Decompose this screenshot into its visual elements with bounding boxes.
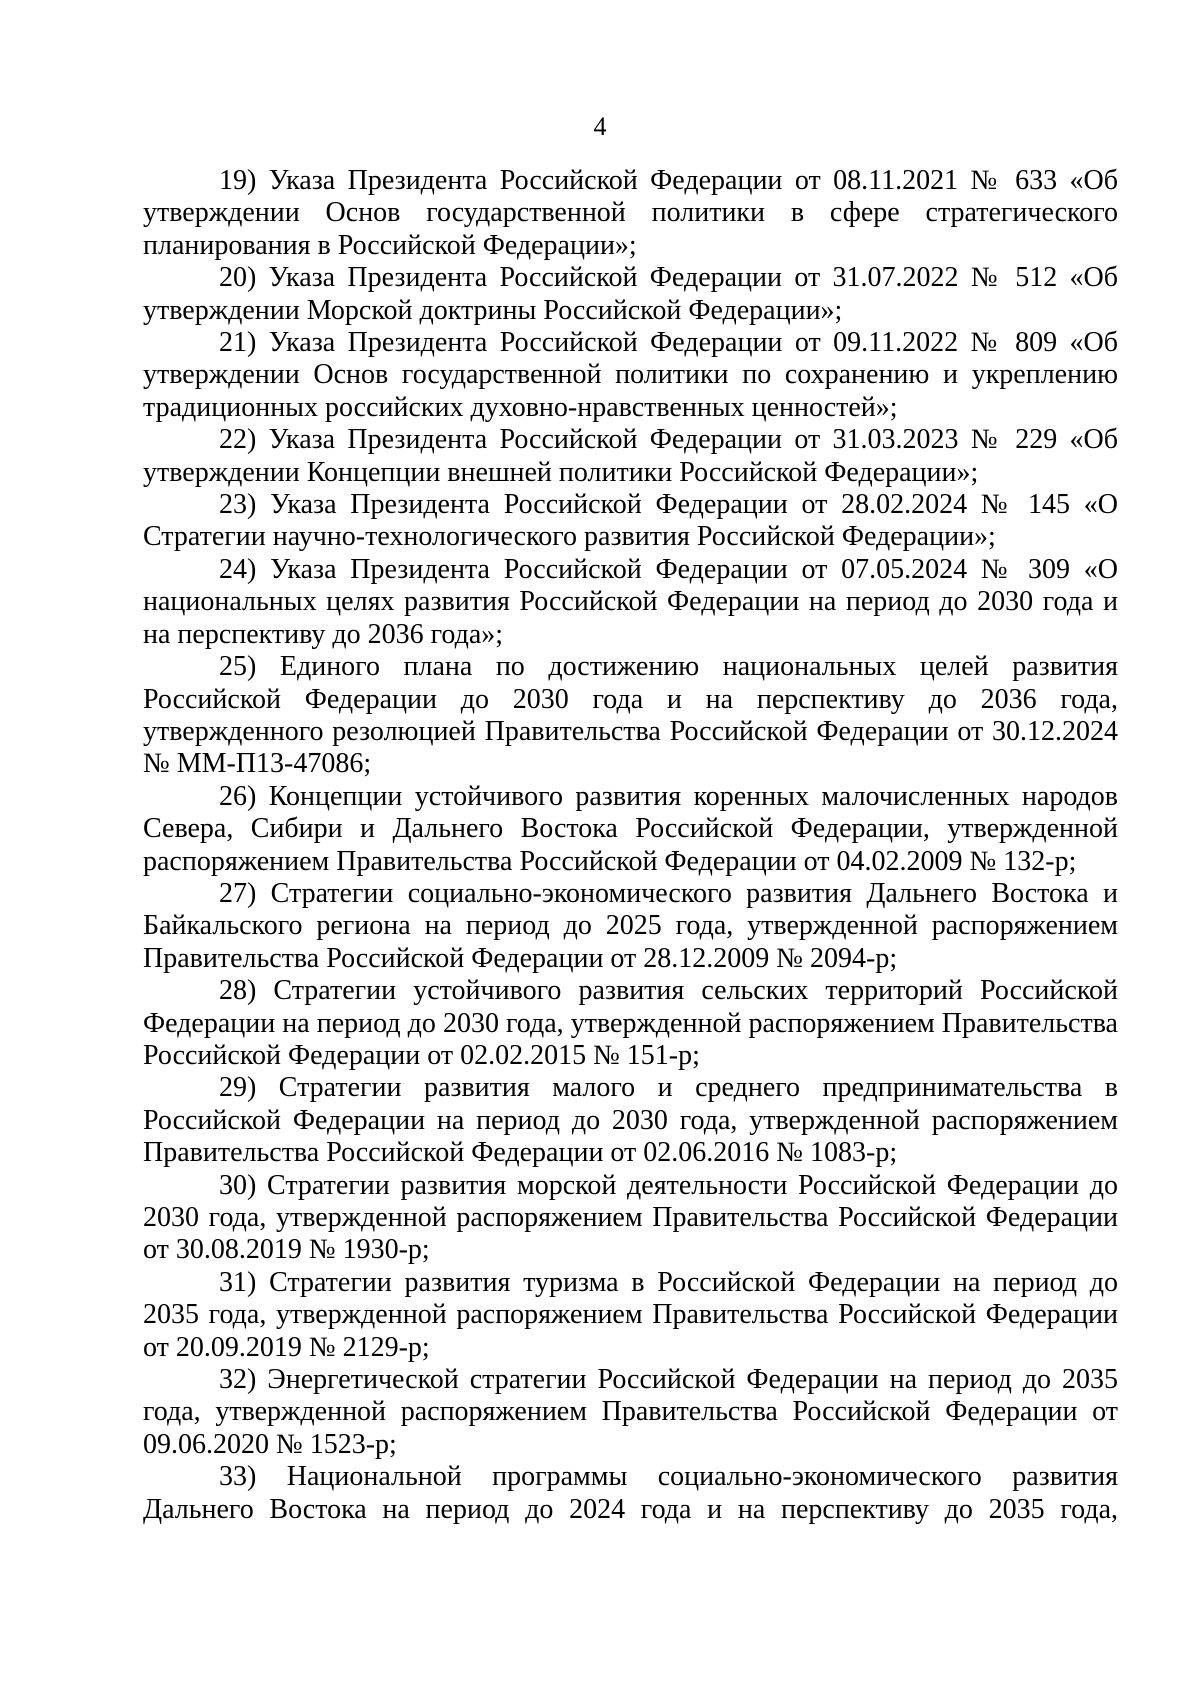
list-item-28: 28) Стратегии устойчивого развития сельских территорий Российской Федерации на период до 2030 года, утвержденной распоряжением Правительства Российской Федерации от 02.02.2015 № 151-р; bbox=[143, 975, 1118, 1071]
page-number: 4 bbox=[593, 112, 607, 141]
list-item-27: 27) Стратегии социально-экономического развития Дальнего Востока и Байкальского региона на период до 2025 года, утвержденной распоряжением Правительства Российской Федерации от 28.12.2009 № 2094-р; bbox=[143, 877, 1118, 974]
list-item-32: 32) Энергетической стратегии Российской Федерации на период до 2035 года, утвержденной распоряжением Правительства Российской Федерации от 09.06.2020 № 1523-р; bbox=[143, 1364, 1118, 1460]
list-item-21: 21) Указа Президента Российской Федерации от 09.11.2022 № 809 «Об утверждении Основ государственной политики по сохранению и укреплению традиционных российских духовно-нравственных ценностей»; bbox=[143, 327, 1118, 423]
list-item-33: 33) Национальной программы социально-экономического развития Дальнего Востока на период до 2024 года и на перспективу до 2035 года, bbox=[143, 1461, 1118, 1525]
list-item-19: 19) Указа Президента Российской Федерации от 08.11.2021 № 633 «Об утверждении Основ государственной политики в сфере стратегического планирования в Российской Федерации»; bbox=[143, 165, 1118, 261]
list-item-31: 31) Стратегии развития туризма в Российской Федерации на период до 2035 года, утвержденной распоряжением Правительства Российской Федерации от 20.09.2019 № 2129-р; bbox=[143, 1266, 1118, 1363]
document-body bbox=[143, 165, 1118, 1526]
list-item-24: 24) Указа Президента Российской Федерации от 07.05.2024 № 309 «О национальных целях развития Российской Федерации на период до 2030 года и на перспективу до 2036 года»; bbox=[143, 553, 1118, 650]
list-item-29: 29) Стратегии развития малого и среднего предпринимательства в Российской Федерации на период до 2030 года, утвержденной распоряжением Правительства Российской Федерации от 02.06.2016 № 1083-р; bbox=[143, 1072, 1118, 1169]
list-item-30: 30) Стратегии развития морской деятельности Российской Федерации до 2030 года, утвержденной распоряжением Правительства Российской Федерации от 30.08.2019 № 1930-р; bbox=[143, 1169, 1118, 1266]
list-item-23: 23) Указа Президента Российской Федерации от 28.02.2024 № 145 «О Стратегии научно-технологического развития Российской Федерации»; bbox=[143, 489, 1118, 553]
list-item-26: 26) Концепции устойчивого развития коренных малочисленных народов Севера, Сибири и Дальнего Востока Российской Федерации, утвержденной распоряжением Правительства Российской Федерации от 04.02.2009 № 132-р; bbox=[143, 780, 1118, 877]
list-item-22: 22) Указа Президента Российской Федерации от 31.03.2023 № 229 «Об утверждении Концепции внешней политики Российской Федерации»; bbox=[143, 424, 1118, 488]
list-item-25: 25) Единого плана по достижению национальных целей развития Российской Федерации до 2030 года и на перспективу до 2036 года, утвержденного резолюцией Правительства Российской Федерации от 30.12.2024 № ММ-П13-47086; bbox=[143, 651, 1118, 780]
list-item-20: 20) Указа Президента Российской Федерации от 31.07.2022 № 512 «Об утверждении Морской доктрины Российской Федерации»; bbox=[143, 262, 1118, 326]
